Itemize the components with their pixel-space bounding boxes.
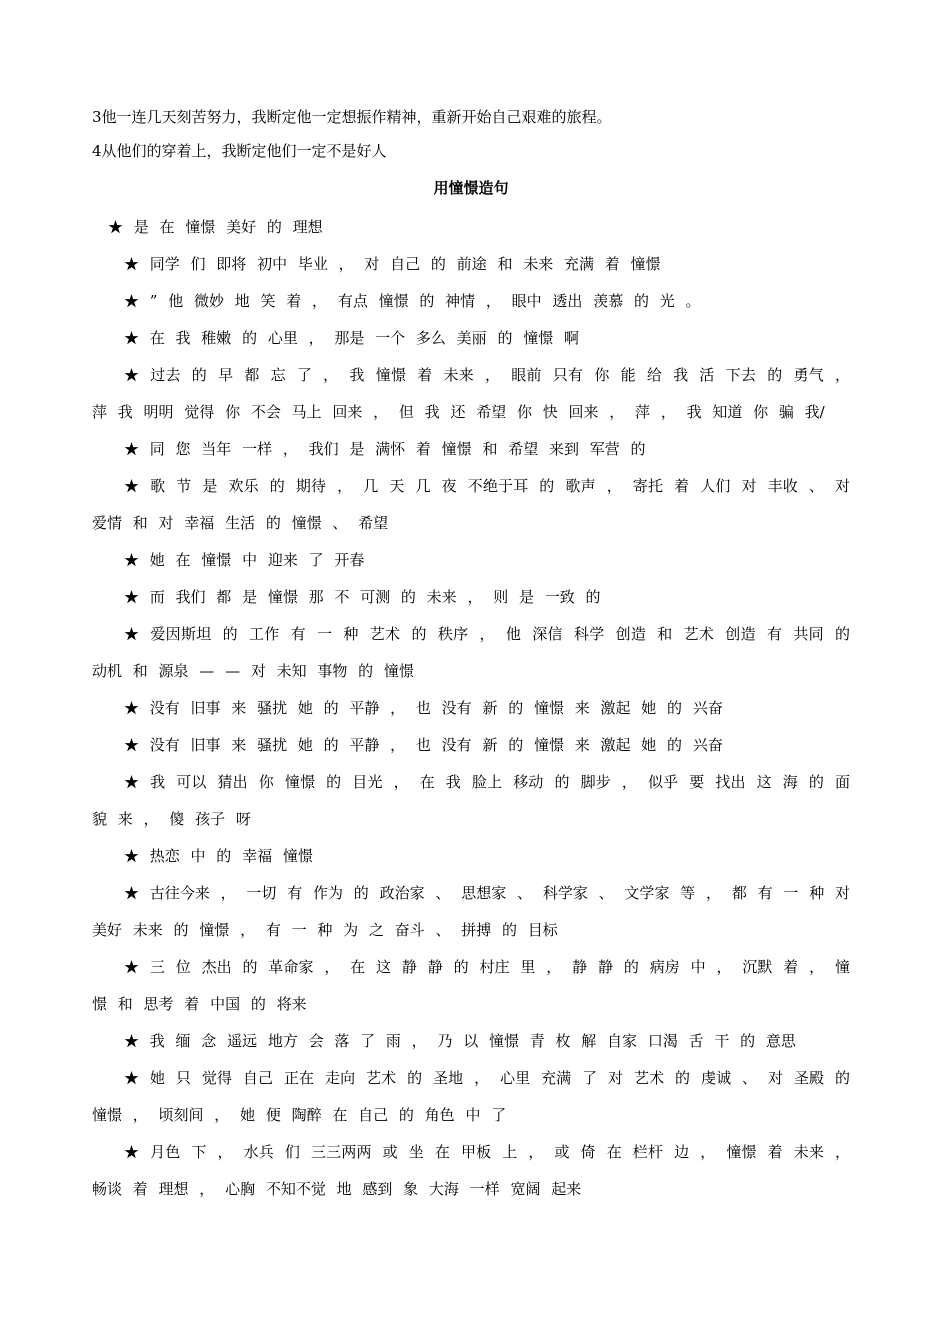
sentence-3: ★ ” 他 微妙 地 笑 着 ， 有点 憧憬 的 神情 ， 眼中 透出 羡慕 的 光 。 — [124, 292, 701, 310]
sentence-9: ★ 而 我们 都 是 憧憬 那 不 可测 的 未来 ， 则 是 一致 的 — [124, 588, 601, 606]
sentence-7: ★ 歌 节 是 欢乐 的 期待 ， 几 天 几 夜 不绝于耳 的 歌声 ， 寄托 着 人们 对 丰收 、 对 爱情 和 对 幸福 生活 的 憧憬 、 希望 — [92, 477, 850, 532]
example-line-3: 3他一连几天刻苦努力，我断定他一定想振作精神，重新开始自己艰难的旅程。 — [92, 108, 612, 126]
sentence-2: ★ 同学 们 即将 初中 毕业 ， 对 自己 的 前途 和 未来 充满 着 憧憬 — [124, 255, 661, 273]
sentence-8: ★ 她 在 憧憬 中 迎来 了 开春 — [124, 551, 365, 569]
sentence-6: ★ 同 您 当年 一样 ， 我们 是 满怀 着 憧憬 和 希望 来到 军营 的 — [124, 440, 646, 458]
sentence-11: ★ 没有 旧事 来 骚扰 她 的 平静 ， 也 没有 新 的 憧憬 来 激起 她 的 兴奋 — [124, 699, 723, 717]
sentence-16: ★ 三 位 杰出 的 革命家 ， 在 这 静 静 的 村庄 里 ， 静 静 的 病房 中 ， 沉默 着 ， 憧 憬 和 思考 着 中国 的 将来 — [92, 958, 850, 1013]
example-line-4: 4从他们的穿着上，我断定他们一定不是好人 — [92, 142, 387, 160]
sentence-4: ★ 在 我 稚嫩 的 心里 ， 那是 一个 多么 美丽 的 憧憬 啊 — [124, 329, 579, 347]
sentence-15: ★ 古往今来 ， 一切 有 作为 的 政治家 、 思想家 、 科学家 、 文学家 等 ， 都 有 一 种 对 美好 未来 的 憧憬 ， 有 一 种 为 之 奋斗 、 拼搏 的 目标 — [92, 884, 850, 939]
sentence-14: ★ 热恋 中 的 幸福 憧憬 — [124, 847, 313, 865]
sentence-17: ★ 我 缅 念 遥远 地方 会 落 了 雨 ， 乃 以 憧憬 青 枚 解 自家 口渴 舌 干 的 意思 — [124, 1032, 796, 1050]
section-title: 用憧憬造句 — [433, 179, 509, 197]
sentence-19: ★ 月色 下 ， 水兵 们 三三两两 或 坐 在 甲板 上 ， 或 倚 在 栏杆 边 ， 憧憬 着 未来 ， 畅谈 着 理想 ， 心胸 不知不觉 地 感到 象 大海 一样 宽阔 起来 — [92, 1143, 850, 1198]
sentence-5: ★ 过去 的 早 都 忘 了 ， 我 憧憬 着 未来 ， 眼前 只有 你 能 给 我 活 下去 的 勇气 ， 萍 我 明明 觉得 你 不会 马上 回来 ， 但 我 还 希望 你 快 回来 ， 萍 ， 我 知道 你 骗 我/ — [92, 366, 850, 421]
sentence-10: ★ 爱因斯坦 的 工作 有 一 种 艺术 的 秩序 ， 他 深信 科学 创造 和 艺术 创造 有 共同 的 动机 和 源泉 — — 对 未知 事物 的 憧憬 — [92, 625, 850, 680]
sentence-18: ★ 她 只 觉得 自己 正在 走向 艺术 的 圣地 ， 心里 充满 了 对 艺术 的 虔诚 、 对 圣殿 的 憧憬 ， 顷刻间 ， 她 便 陶醉 在 自己 的 角色 中 了 — [92, 1069, 850, 1124]
sentence-1: ★ 是 在 憧憬 美好 的 理想 — [108, 218, 323, 236]
sentence-13: ★ 我 可以 猜出 你 憧憬 的 目光 ， 在 我 脸上 移动 的 脚步 ， 似乎 要 找出 这 海 的 面 貌 来 ， 傻 孩子 呀 — [92, 773, 850, 828]
document-page — [92, 100, 850, 1208]
sentence-12: ★ 没有 旧事 来 骚扰 她 的 平静 ， 也 没有 新 的 憧憬 来 激起 她 的 兴奋 — [124, 736, 723, 754]
